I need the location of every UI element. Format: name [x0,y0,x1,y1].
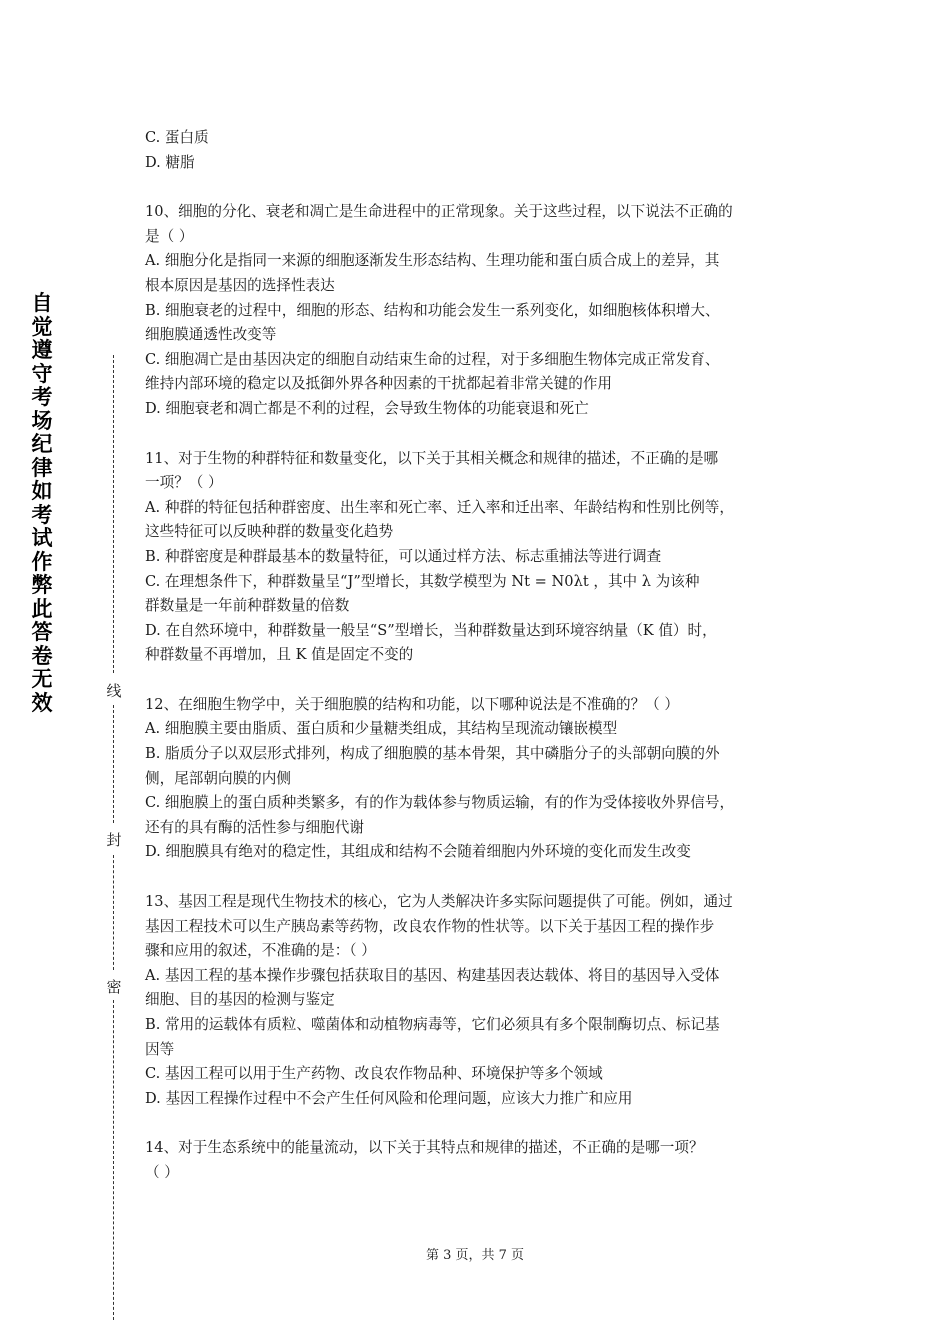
option-a: 细胞、目的基因的检测与鉴定 [145,991,335,1009]
cut-label-mi: 密 [104,976,124,997]
question-stem: 骤和应用的叙述，不准确的是：（ ） [145,942,376,960]
option-d: D. 基因工程操作过程中不会产生任何风险和伦理问题，应该大力推广和应用 [145,1089,633,1107]
option-c: C. 蛋白质 [145,129,209,146]
question-stem: 14、对于生态系统中的能量流动，以下关于其特点和规律的描述，不正确的是哪一项？ [145,1139,704,1157]
question-13 [145,890,815,1111]
cut-label-xian: 线 [104,680,124,701]
question-12 [145,693,815,865]
option-c: 群数量是一年前种群数量的倍数 [145,597,350,615]
question-9-tail [145,126,815,175]
question-stem: 是（ ） [145,227,194,245]
spacer [145,668,815,693]
option-a: 这些特征可以反映种群的数量变化趋势 [145,523,394,541]
exam-discipline-warning: 自觉遵守考场纪律如考试作弊此答卷无效 [31,291,53,715]
option-d: D. 在自然环境中，种群数量一般呈“S”型增长，当种群数量达到环境容纳量（K 值）时， [145,621,717,639]
cut-label-feng: 封 [104,829,124,850]
question-stem: 一项？（ ） [145,474,223,492]
option-c: C. 细胞膜上的蛋白质种类繁多，有的作为载体参与物质运输，有的作为受体接收外界信号， [145,794,735,812]
question-10 [145,200,815,421]
option-a: A. 细胞膜主要由脂质、蛋白质和少量糖类组成，其结构呈现流动镶嵌模型 [145,720,618,738]
option-c: C. 细胞凋亡是由基因决定的细胞自动结束生命的过程，对于多细胞生物体完成正常发育、 [145,350,720,368]
option-b: 因等 [145,1040,175,1058]
option-d: D. 糖脂 [145,153,195,171]
option-b: B. 脂质分子以双层形式排列，构成了细胞膜的基本骨架，其中磷脂分子的头部朝向膜的外 [145,745,720,763]
option-d: 种群数量不再增加，且 K 值是固定不变的 [145,646,414,664]
spacer [145,422,815,447]
question-11 [145,447,815,668]
option-b: 细胞膜通透性改变等 [145,326,277,344]
cut-line-lower [113,855,114,970]
option-d: D. 细胞膜具有绝对的稳定性，其组成和结构不会随着细胞内外环境的变化而发生改变 [145,843,691,861]
spacer [145,175,815,200]
question-stem: 12、在细胞生物学中，关于细胞膜的结构和功能，以下哪种说法是不准确的？（ ） [145,695,679,713]
spacer [145,865,815,890]
option-c: 还有的具有酶的活性参与细胞代谢 [145,818,364,836]
option-a: A. 基因工程的基本操作步骤包括获取目的基因、构建基因表达载体、将目的基因导入受体 [145,966,720,984]
question-stem: 13、基因工程是现代生物技术的核心，它为人类解决许多实际问题提供了可能。例如，通过 [145,893,733,911]
option-b: B. 细胞衰老的过程中，细胞的形态、结构和功能会发生一系列变化，如细胞核体积增大、 [145,301,720,319]
spacer [145,1111,815,1136]
option-a: 根本原因是基因的选择性表达 [145,276,335,294]
cut-line-upper [113,355,114,673]
exam-content [145,126,815,1186]
question-stem: 基因工程技术可以生产胰岛素等药物，改良农作物的性状等。以下关于基因工程的操作步 [145,917,715,935]
question-14 [145,1136,815,1185]
question-stem: 11、对于生物的种群特征和数量变化，以下关于其相关概念和规律的描述，不正确的是哪 [145,449,719,467]
question-stem: 10、细胞的分化、衰老和凋亡是生命进程中的正常现象。关于这些过程，以下说法不正确的 [145,203,733,221]
option-b: 侧，尾部朝向膜的内侧 [145,769,291,787]
option-c: 维持内部环境的稳定以及抵御外界各种因素的干扰都起着非常关键的作用 [145,375,613,393]
cut-line-middle [113,705,114,823]
option-c: C. 基因工程可以用于生产药物、改良农作物品种、环境保护等多个领域 [145,1065,603,1083]
question-stem: （ ） [145,1163,179,1181]
option-b: B. 常用的运载体有质粒、噬菌体和动植物病毒等，它们必须具有多个限制酶切点、标记基 [145,1016,720,1033]
page-number: 第 3 页，共 7 页 [425,1248,525,1263]
option-d: D. 细胞衰老和凋亡都是不利的过程，会导致生物体的功能衰退和死亡 [145,399,589,417]
option-c: C. 在理想条件下，种群数量呈“J”型增长，其数学模型为 Nt = N0λt ，其中 λ 为该种 [145,572,700,590]
cut-line-bottom [113,1000,114,1320]
option-b: B. 种群密度是种群最基本的数量特征，可以通过样方法、标志重捕法等进行调查 [145,547,662,565]
option-a: A. 细胞分化是指同一来源的细胞逐渐发生形态结构、生理功能和蛋白质合成上的差异，其 [145,252,720,270]
option-a: A. 种群的特征包括种群密度、出生率和死亡率、迁入率和迁出率、年龄结构和性别比例等， [145,498,734,516]
